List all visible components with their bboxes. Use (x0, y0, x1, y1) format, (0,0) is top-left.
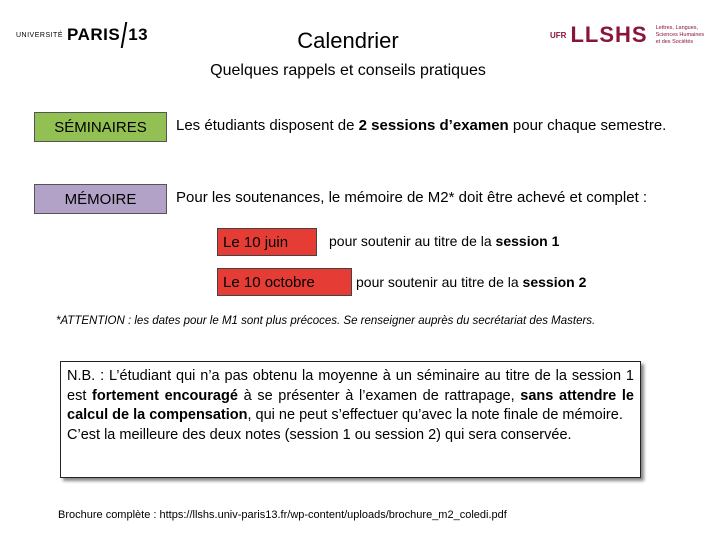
seminaires-label-box (34, 112, 167, 142)
date-text-bold: session 1 (495, 233, 560, 249)
nb-bold2: sans attendre le calcul de la compensation (67, 387, 634, 423)
llshs-logo (550, 22, 704, 48)
nb-part2: à se présenter à l’examen de rattrapage, (237, 387, 521, 404)
logo-tagline-line: Lettres, Langues, (655, 24, 699, 31)
date-text-bold: session 2 (522, 274, 587, 290)
date-box-session-1 (217, 228, 317, 256)
logo-tagline-line: Sciences Humaines (655, 31, 705, 38)
seminaires-text-bold: 2 sessions d’examen (358, 117, 509, 134)
logo-number-text: 13 (128, 25, 149, 44)
page-subtitle: Quelques rappels et conseils pratiques (210, 62, 486, 79)
nb-box (60, 361, 641, 478)
logo-tagline (656, 25, 705, 46)
seminaires-text (176, 117, 666, 134)
nb-part3: , qui ne peut s’effectuer qu’avec la note finale de mémoire. (247, 407, 623, 423)
page-title: Calendrier (297, 28, 399, 53)
logo-tagline-line: et des Sociétés (655, 38, 694, 45)
date-box-session-2 (217, 268, 352, 296)
logo-paris-text: PARIS (67, 25, 121, 44)
date-label-session-1: Le 10 juin (223, 233, 289, 251)
date-text-before: pour soutenir au titre de la (329, 233, 496, 249)
date-text-before: pour soutenir au titre de la (356, 274, 523, 290)
memoire-text: Pour les soutenances, le mémoire de M2* doit être achevé et complet : (176, 189, 648, 206)
memoire-label-box (34, 184, 167, 214)
seminaires-label: SÉMINAIRES (54, 118, 147, 136)
logo-univ-text: UNIVERSITÉ (16, 31, 64, 39)
date-text-session-2 (356, 274, 586, 290)
logo-ufr-text: UFR (550, 30, 567, 40)
attention-note: *ATTENTION : les dates pour le M1 sont plus précoces. Se renseigner auprès du secrétariat des Masters. (56, 315, 596, 327)
seminaires-text-before: Les étudiants disposent de (176, 117, 359, 134)
nb-conclusion: C’est la meilleure des deux notes (session 1 ou session 2) qui sera conservée. (67, 426, 572, 443)
nb-bold1: fortement encouragé (92, 387, 238, 404)
nb-part1: N.B. : L’étudiant qui n’a pas obtenu la moyenne à un séminaire au titre de la session 1 est (67, 368, 634, 404)
seminaires-text-after: pour chaque semestre. (508, 117, 667, 134)
date-label-session-2: Le 10 octobre (223, 273, 315, 291)
logo-llshs-text: LLSHS (570, 22, 648, 47)
date-text-session-1 (329, 233, 559, 249)
memoire-label: MÉMOIRE (64, 190, 137, 208)
nb-paragraph (67, 367, 634, 426)
brochure-link-text: Brochure complète : https://llshs.univ-paris13.fr/wp-content/uploads/brochure_m2_coledi.pdf (58, 509, 507, 521)
